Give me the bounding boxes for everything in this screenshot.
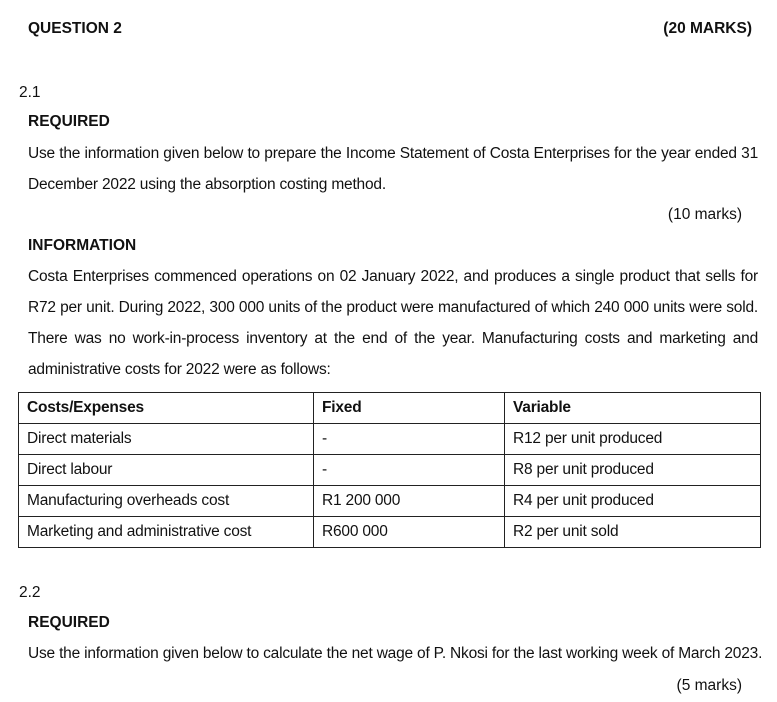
cost-name: Direct labour (19, 455, 314, 486)
question-total-marks: (20 MARKS) (663, 20, 752, 37)
question-title: QUESTION 2 (28, 20, 122, 37)
table-row (19, 517, 761, 548)
required-heading-2-2: REQUIRED (28, 614, 110, 631)
cost-name: Marketing and administrative cost (19, 517, 314, 548)
information-paragraph: Costa Enterprises commenced operations on 02 January 2022, and produces a single product that sells for R72 per unit. During 2022, 300 000 units of the product were manufactured of which 240 000 units were sold. There was no work-in-process inventory at the end of the year. Manufacturing costs and marketing and administrative costs for 2022 were as follows: (28, 268, 758, 378)
table-row (19, 424, 761, 455)
fixed-cost: - (314, 424, 505, 455)
information-heading: INFORMATION (28, 237, 137, 254)
header-variable: Variable (505, 393, 761, 424)
variable-cost: R12 per unit produced (505, 424, 761, 455)
cost-name: Manufacturing overheads cost (19, 486, 314, 517)
costs-table (18, 392, 761, 548)
fixed-cost: R1 200 000 (314, 486, 505, 517)
fixed-cost: R600 000 (314, 517, 505, 548)
header-fixed: Fixed (314, 393, 505, 424)
table-row (19, 455, 761, 486)
header-costs-expenses: Costs/Expenses (19, 393, 314, 424)
cost-name: Direct materials (19, 424, 314, 455)
required-heading-2-1: REQUIRED (28, 113, 110, 130)
section-number-2-1: 2.1 (19, 84, 41, 101)
instruction-2-1: Use the information given below to prepare the Income Statement of Costa Enterprises for the year ended 31 December 2022 using the absorption costing method. (28, 145, 758, 193)
fixed-cost: - (314, 455, 505, 486)
marks-2-2: (5 marks) (676, 677, 742, 694)
section-number-2-2: 2.2 (19, 584, 41, 601)
instruction-2-2: Use the information given below to calculate the net wage of P. Nkosi for the last working week of March 2023. (28, 645, 763, 662)
table-row (19, 486, 761, 517)
variable-cost: R4 per unit produced (505, 486, 761, 517)
variable-cost: R2 per unit sold (505, 517, 761, 548)
table-header-row (19, 393, 761, 424)
marks-2-1: (10 marks) (667, 206, 742, 223)
variable-cost: R8 per unit produced (505, 455, 761, 486)
